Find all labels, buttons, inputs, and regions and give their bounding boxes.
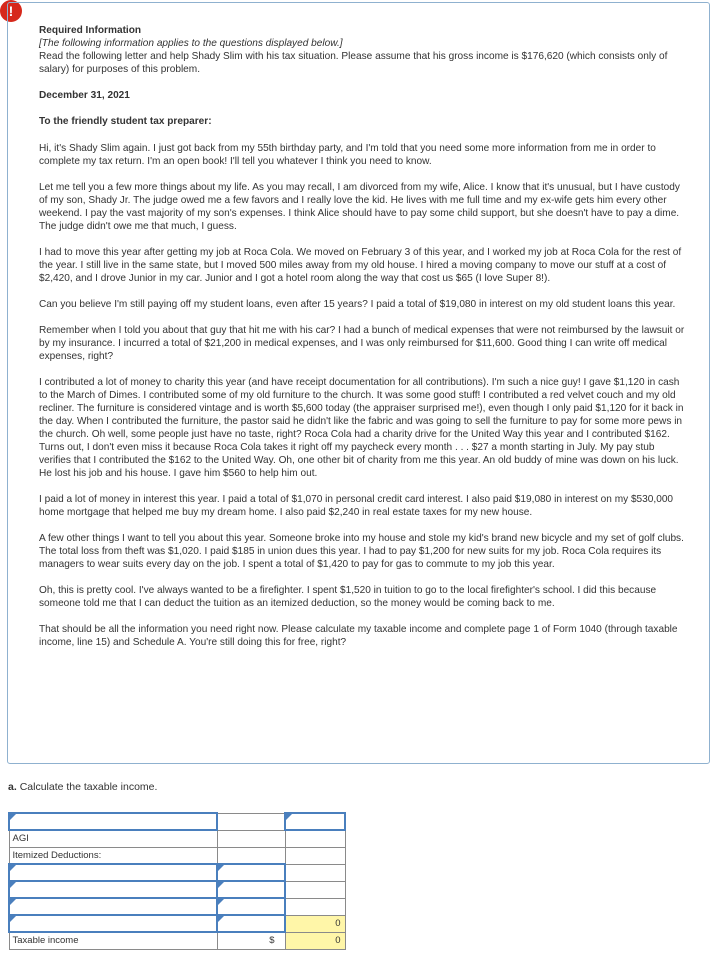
required-information-panel <box>7 2 710 764</box>
taxable-income-table <box>8 812 346 950</box>
empty-cell <box>285 830 345 847</box>
letter-paragraph: I contributed a lot of money to charity this year (and have receipt documentation for all contributions). I'm such a nice guy! I gave $1,120 in cash to the March of Dimes. I contributed some of my old furniture to the church. It was some good stuff! I contributed a red velvet couch and my old recliner. The furniture is considered vintage and is worth $5,600 today (the appraiser surprised me!), even though I only paid $1,120 for it back in the day. When I contributed the furniture, the pastor said he didn't like the fabric and was going to sell the furniture to pay for some more pews in the church. Oh well, some people just have no taste, right? Roca Cola had a charity drive for the United Way this year and I contributed $162. Turns out, I don't even miss it because Roca Cola takes it right off my paycheck every month . . . $27 a month starting in July. My pay stub verifies that I contributed the $162 to the United Way. Oh, one other bit of charity from me this year. An old buddy of mine was down on his luck. He lost his job and his house. I gave him $560 to help him out. <box>39 377 684 479</box>
taxable-income-value: 0 <box>285 932 345 949</box>
agi-label: AGI <box>9 830 217 847</box>
table-row <box>9 881 345 898</box>
letter-date: December 31, 2021 <box>39 90 130 101</box>
intro-paragraph: Read the following letter and help Shady Slim with his tax situation. Please assume that his gross income is $176,620 (which consists only of salary) for purposes of this problem. <box>39 51 668 75</box>
letter-paragraph: I paid a lot of money in interest this year. I paid a total of $1,070 in personal credit card interest. I also paid $19,080 in interest on my $530,000 home mortgage that helped me buy my dream home. I also paid $2,240 in real estate taxes for my new house. <box>39 494 674 518</box>
letter-paragraph: Hi, it's Shady Slim again. I just got back from my 55th birthday party, and I'm told that you need some more information from me in order to complete my tax return. I'm an open book! I'll tell you whatever I think you need to know. <box>39 143 656 167</box>
table-row <box>9 847 345 864</box>
deduction-label-dropdown[interactable] <box>9 864 217 881</box>
empty-cell <box>217 813 285 830</box>
itemized-deductions-label: Itemized Deductions: <box>9 847 217 864</box>
table-row <box>9 813 345 830</box>
empty-cell <box>285 881 345 898</box>
letter-paragraph: Let me tell you a few more things about my life. As you may recall, I am divorced from my wife, Alice. I know that it's unusual, but I have custody of my son, Shady Jr. The judge owed me a few favors and I really love the kid. He lives with me full time and my ex-wife gets him every other weekend. I pay the vast majority of my son's expenses. I think Alice should have to pay some child support, but she doesn't have to pay a dime. The judge didn't owe me that much, I guess. <box>39 182 680 232</box>
letter-paragraph: That should be all the information you need right now. Please calculate my taxable income and complete page 1 of Form 1040 (through taxable income, line 15) and Schedule A. You're still doing this for free, right? <box>39 624 678 648</box>
deduction-amount-input[interactable] <box>217 915 285 932</box>
alert-icon: ! <box>0 0 22 22</box>
letter-paragraph: Remember when I told you about that guy that hit me with his car? I had a bunch of medical expenses that were not reimbursed by the lawsuit or by my insurance. I incurred a total of $21,200 in medical expenses, and I was only reimbursed for $11,600. Good thing I can write off medical expenses, right? <box>39 325 685 362</box>
currency-symbol: $ <box>217 932 285 949</box>
table-row <box>9 915 345 932</box>
deduction-label-dropdown[interactable] <box>9 915 217 932</box>
empty-cell <box>285 864 345 881</box>
deduction-amount-input[interactable] <box>217 881 285 898</box>
empty-cell <box>285 847 345 864</box>
table-row <box>9 898 345 915</box>
required-info-title: Required Information <box>39 25 142 36</box>
letter-paragraph: A few other things I want to tell you about this year. Someone broke into my house and stole my kid's brand new bicycle and my set of golf clubs. The total loss from theft was $1,020. I paid $185 in union dues this year. I had to pay $1,200 for new suits for my job. Roca Cola requires its managers to wear suits every day on the job. I spent a total of $1,420 to pay for gas to commute to my job this year. <box>39 533 684 570</box>
letter-paragraph: I had to move this year after getting my job at Roca Cola. We moved on February 3 of this year, and I worked my job at Roca Cola for the rest of the year. I still live in the same state, but I moved 500 miles away from my old house. I hired a moving company to move our stuff at a cost of $2,420, and I drove Junior in my car. Junior and I got a hotel room along the way that cost us $65 (I love Super 8!). <box>39 247 682 284</box>
letter-greeting: To the friendly student tax preparer: <box>39 116 212 127</box>
letter-paragraph: Can you believe I'm still paying off my student loans, even after 15 years? I paid a total of $19,080 in interest on my old student loans this year. <box>39 299 676 310</box>
empty-cell <box>285 898 345 915</box>
table-row <box>9 830 345 847</box>
part-a-letter: a. <box>8 781 17 793</box>
empty-cell <box>217 847 285 864</box>
deduction-label-dropdown[interactable] <box>9 881 217 898</box>
deductions-subtotal: 0 <box>285 915 345 932</box>
amount-input[interactable] <box>285 813 345 830</box>
deduction-amount-input[interactable] <box>217 864 285 881</box>
part-a-prompt <box>8 781 157 793</box>
empty-cell <box>217 830 285 847</box>
table-row <box>9 932 345 949</box>
deduction-amount-input[interactable] <box>217 898 285 915</box>
part-a-text: Calculate the taxable income. <box>19 781 158 793</box>
row-label-dropdown[interactable] <box>9 813 217 830</box>
letter-paragraph: Oh, this is pretty cool. I've always wanted to be a firefighter. I spent $1,520 in tuition to go to the local firefighter's school. I did this because someone told me that I can deduct the tuition as an itemized deduction, so the money would be coming back to me. <box>39 585 657 609</box>
required-info-subtitle: [The following information applies to the questions displayed below.] <box>39 38 343 49</box>
deduction-label-dropdown[interactable] <box>9 898 217 915</box>
taxable-income-label: Taxable income <box>9 932 217 949</box>
table-row <box>9 864 345 881</box>
